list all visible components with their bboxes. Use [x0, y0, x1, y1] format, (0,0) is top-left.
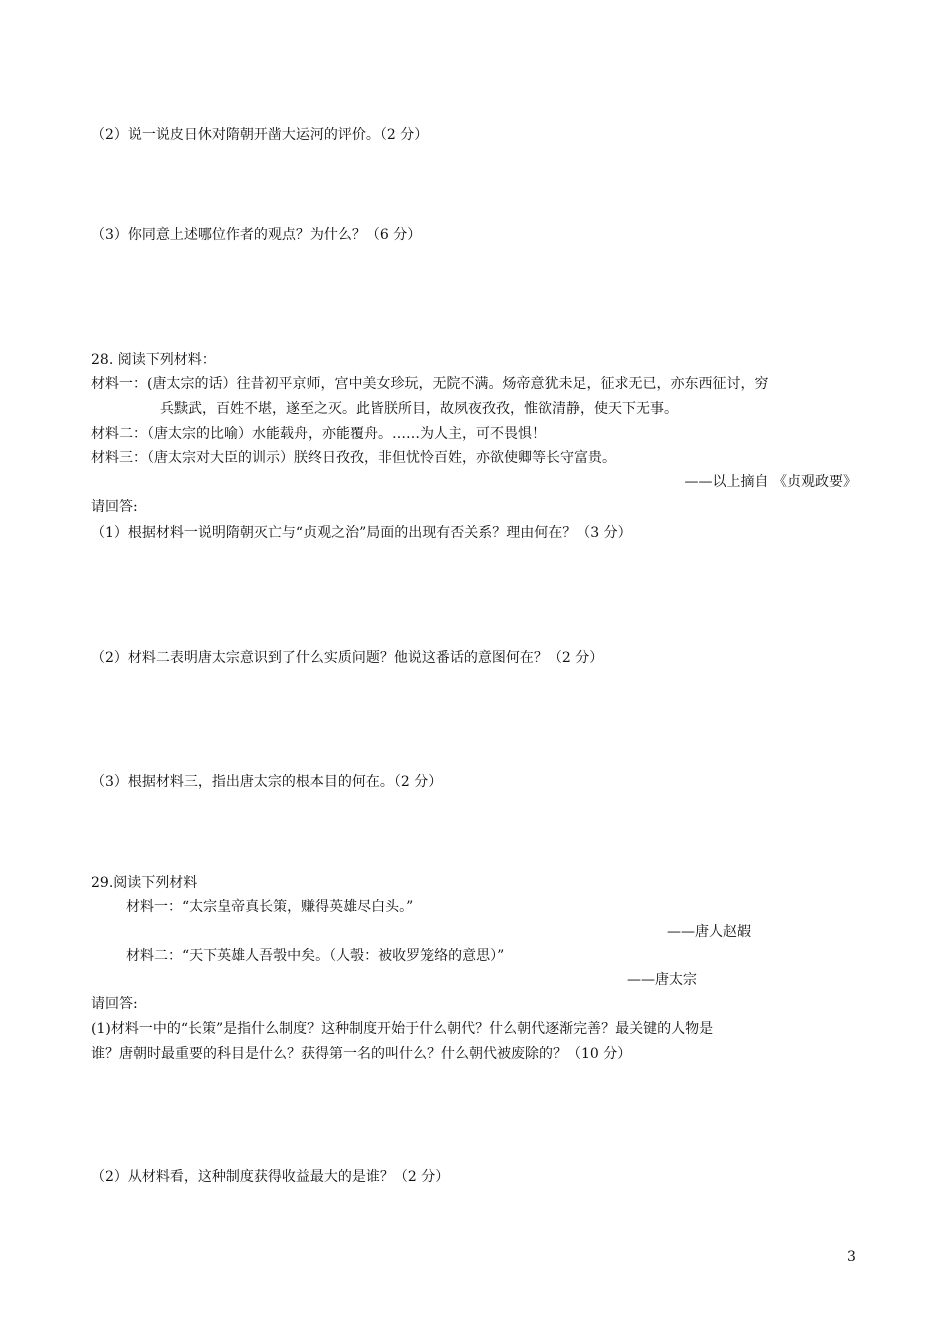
q29-material2: 材料二：“天下英雄人吾彀中矣。（人彀：被收罗笼络的意思）”: [126, 948, 505, 964]
q29-material2-source: ——唐太宗: [627, 972, 697, 988]
q28-prompt: 请回答:: [91, 499, 138, 515]
q28-sub2: （2）材料二表明唐太宗意识到了什么实质问题？他说这番话的意图何在？（2 分）: [91, 650, 604, 666]
q28-material1-line1: 材料一：(唐太宗的话）往昔初平京师，宫中美女珍玩，无院不满。炀帝意犹未足，征求无已，亦东西征讨，穷: [91, 376, 769, 392]
q27-sub2: （2）说一说皮日休对隋朝开凿大运河的评价。（2 分）: [91, 127, 429, 143]
q28-source: ——以上摘自 《贞观政要》: [684, 474, 857, 490]
q28-sub1: （1）根据材料一说明隋朝灭亡与“贞观之治”局面的出现有否关系？理由何在？（3 分）: [91, 525, 632, 541]
q29-prompt: 请回答:: [91, 996, 138, 1012]
q29-sub2: （2）从材料看，这种制度获得收益最大的是谁？（2 分）: [91, 1169, 450, 1185]
q28-material3: 材料三：（唐太宗对大臣的训示）朕终日孜孜，非但忧怜百姓，亦欲使卿等长守富贵。: [91, 450, 616, 466]
q29-sub1-line1: (1)材料一中的“长策”是指什么制度？这种制度开始于什么朝代？什么朝代逐渐完善？最关键的人物是: [91, 1021, 714, 1037]
page-number: 3: [847, 1249, 856, 1265]
q28-title: 28. 阅读下列材料：: [91, 352, 216, 368]
q29-sub1-line2: 谁？唐朝时最重要的科目是什么？获得第一名的叫什么？什么朝代被废除的？（10 分）: [91, 1046, 632, 1062]
q28-material2: 材料二：（唐太宗的比喻）水能载舟，亦能覆舟。……为人主，可不畏惧！: [91, 426, 546, 442]
q28-sub3: （3）根据材料三，指出唐太宗的根本目的何在。（2 分）: [91, 774, 443, 790]
q28-material1-line2: 兵黩武，百姓不堪，遂至之灭。此皆朕所目，故夙夜孜孜，惟欲清静，使天下无事。: [160, 401, 678, 417]
q29-title: 29.阅读下列材料: [91, 875, 198, 891]
q27-sub3: （3）你同意上述哪位作者的观点？为什么？（6 分）: [91, 227, 422, 243]
q29-material1: 材料一：“太宗皇帝真长策，赚得英雄尽白头。”: [126, 899, 414, 915]
q29-material1-source: ——唐人赵嘏: [667, 924, 751, 940]
